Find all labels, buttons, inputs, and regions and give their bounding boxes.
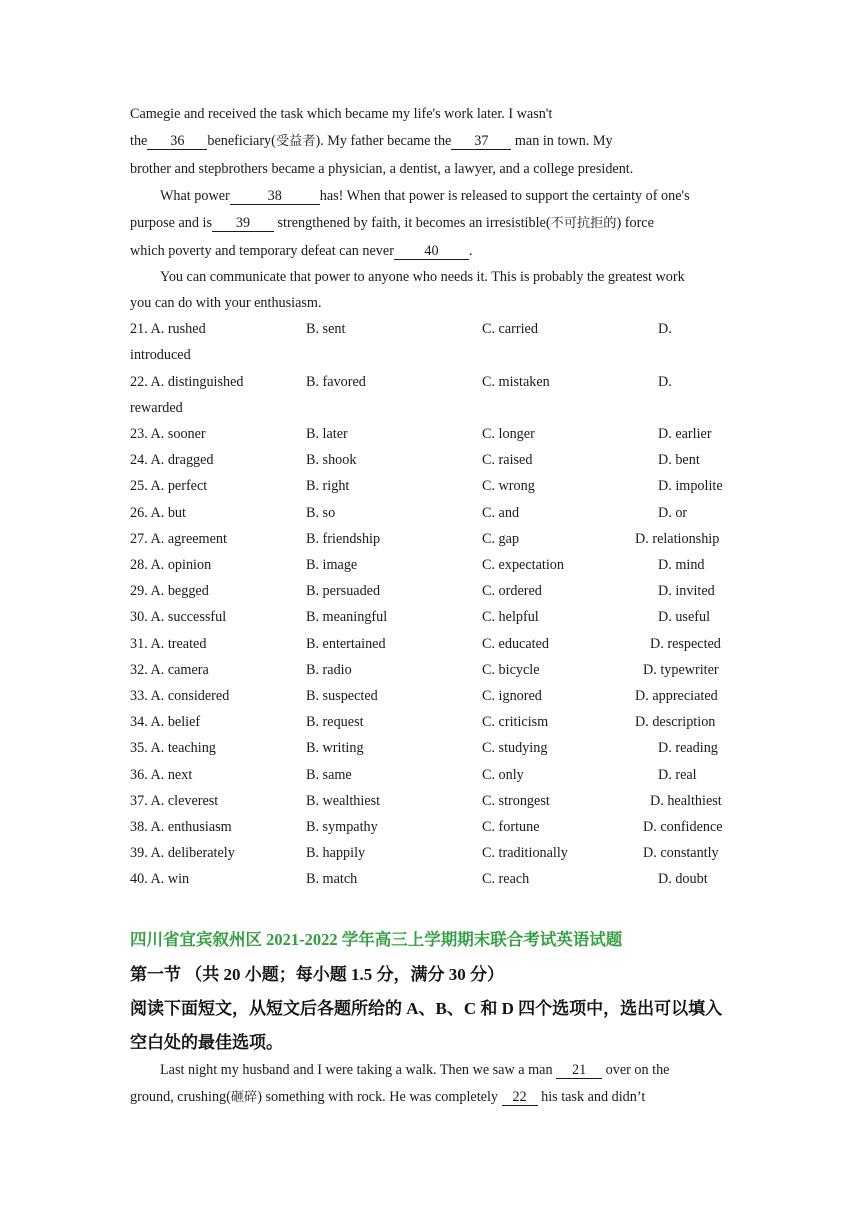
passage-line: Last night my husband and I were taking a walk. Then we saw a man 21 over on the: [160, 1062, 670, 1078]
option-a: 22. A. distinguished: [130, 373, 244, 390]
passage-line: purpose and is 39 strengthened by faith, it becomes an irresistible(不可抗拒的) force: [130, 215, 654, 231]
passage-line: What power 38 has! When that power is released to support the certainty of one's: [160, 188, 690, 204]
option-d: D.: [658, 321, 672, 337]
option-c: C. wrong: [482, 478, 535, 495]
option-d: D. description: [635, 714, 716, 731]
option-d: D. appreciated: [635, 688, 718, 704]
option-c: C. mistaken: [482, 373, 550, 390]
option-c: C. studying: [482, 740, 548, 757]
blank-40: 40: [394, 244, 469, 260]
option-a: 21. A. rushed: [130, 321, 206, 337]
option-b: B. happily: [306, 845, 366, 862]
option-d: D. confidence: [643, 819, 723, 835]
option-b: B. request: [306, 714, 364, 731]
option-b: B. right: [306, 478, 350, 495]
option-a: 23. A. sooner: [130, 426, 206, 442]
option-a: 38. A. enthusiasm: [130, 819, 232, 835]
passage-line: ground, crushing(砸碎) something with rock. He was completely 22 his task and didn’t: [130, 1089, 646, 1105]
blank-22: 22: [502, 1090, 538, 1106]
option-b: B. sympathy: [306, 819, 378, 835]
option-b: B. suspected: [306, 688, 378, 704]
option-c: C. educated: [482, 635, 549, 652]
option-b: B. sent: [306, 321, 346, 337]
option-d: D. invited: [658, 583, 715, 600]
option-c: C. traditionally: [482, 845, 568, 862]
passage-line: which poverty and temporary defeat can never 40 .: [130, 243, 473, 259]
option-a: 37. A. cleverest: [130, 792, 219, 809]
option-b: B. so: [306, 504, 336, 521]
option-d-wrapped-text: rewarded: [130, 399, 183, 416]
option-a: 31. A. treated: [130, 635, 207, 652]
option-a: 34. A. belief: [130, 714, 201, 731]
option-a: 29. A. begged: [130, 583, 209, 600]
option-c: C. reach: [482, 871, 530, 888]
option-c: C. expectation: [482, 557, 564, 573]
option-b: B. match: [306, 871, 358, 888]
option-a: 28. A. opinion: [130, 557, 212, 573]
passage-line: you can do with your enthusiasm.: [130, 295, 322, 311]
option-d: D. mind: [658, 557, 705, 573]
option-a: 40. A. win: [130, 871, 190, 888]
option-a: 35. A. teaching: [130, 740, 216, 757]
option-d: D. relationship: [635, 530, 720, 547]
option-d: D. real: [658, 766, 697, 783]
option-d: D. respected: [650, 635, 721, 652]
option-c: C. criticism: [482, 714, 549, 731]
option-c: C. and: [482, 504, 520, 521]
option-b: B. same: [306, 766, 352, 783]
option-a: 26. A. but: [130, 504, 186, 521]
option-b: B. meaningful: [306, 609, 388, 626]
blank-37: 37: [451, 134, 511, 150]
option-c: C. raised: [482, 452, 533, 469]
option-a: 25. A. perfect: [130, 478, 208, 495]
passage-line: You can communicate that power to anyone who needs it. This is probably the greatest work: [160, 269, 685, 285]
option-c: C. gap: [482, 530, 520, 547]
option-d: D. reading: [658, 740, 718, 757]
option-c: C. helpful: [482, 609, 539, 626]
blank-21: 21: [556, 1063, 602, 1079]
option-d: D. typewriter: [643, 661, 719, 678]
option-b: B. friendship: [306, 530, 381, 547]
option-b: B. radio: [306, 661, 352, 678]
option-c: C. longer: [482, 426, 535, 442]
instructions-line: 空白处的最佳选项。: [130, 1033, 283, 1052]
option-d: D. doubt: [658, 871, 708, 888]
option-d: D. constantly: [643, 845, 719, 862]
option-a: 27. A. agreement: [130, 530, 227, 547]
option-c: C. carried: [482, 321, 538, 337]
option-d: D. or: [658, 504, 688, 521]
option-a: 36. A. next: [130, 766, 193, 783]
option-b: B. image: [306, 557, 358, 573]
option-c: C. only: [482, 766, 524, 783]
option-c: C. fortune: [482, 819, 540, 835]
blank-39: 39: [212, 216, 274, 232]
option-b: B. persuaded: [306, 583, 381, 600]
passage-line: Camegie and received the task which became my life's work later. I wasn't: [130, 106, 553, 122]
option-b: B. writing: [306, 740, 364, 757]
option-b: B. wealthiest: [306, 792, 381, 809]
option-a: 39. A. deliberately: [130, 845, 235, 862]
option-d: D. impolite: [658, 478, 723, 495]
option-a: 32. A. camera: [130, 661, 209, 678]
blank-36: 36: [147, 134, 207, 150]
option-b: B. favored: [306, 373, 366, 390]
option-d: D. bent: [658, 452, 700, 469]
passage-line: the 36 beneficiary(受益者). My father became the 37 man in town. My: [130, 133, 613, 149]
section-heading: 第一节 （共 20 小题；每小题 1.5 分，满分 30 分）: [130, 965, 504, 984]
option-a: 33. A. considered: [130, 688, 230, 704]
option-c: C. strongest: [482, 792, 550, 809]
option-a: 30. A. successful: [130, 609, 227, 626]
option-b: B. later: [306, 426, 348, 442]
option-b: B. shook: [306, 452, 357, 469]
exam-title: 四川省宜宾叙州区 2021-2022 学年高三上学期期末联合考试英语试题: [130, 930, 623, 949]
blank-38: 38: [230, 189, 320, 205]
option-c: C. bicycle: [482, 661, 540, 678]
option-d: D. healthiest: [650, 792, 722, 809]
option-a: 24. A. dragged: [130, 452, 214, 469]
option-d-wrapped-text: introduced: [130, 347, 191, 363]
option-c: C. ignored: [482, 688, 542, 704]
passage-line: brother and stepbrothers became a physician, a dentist, a lawyer, and a college president.: [130, 161, 634, 177]
instructions-line: 阅读下面短文，从短文后各题所给的 A、B、C 和 D 四个选项中，选出可以填入: [130, 999, 723, 1018]
option-d: D. earlier: [658, 426, 712, 442]
option-d: D.: [658, 373, 672, 390]
option-b: B. entertained: [306, 635, 386, 652]
option-d: D. useful: [658, 609, 711, 626]
option-c: C. ordered: [482, 583, 542, 600]
